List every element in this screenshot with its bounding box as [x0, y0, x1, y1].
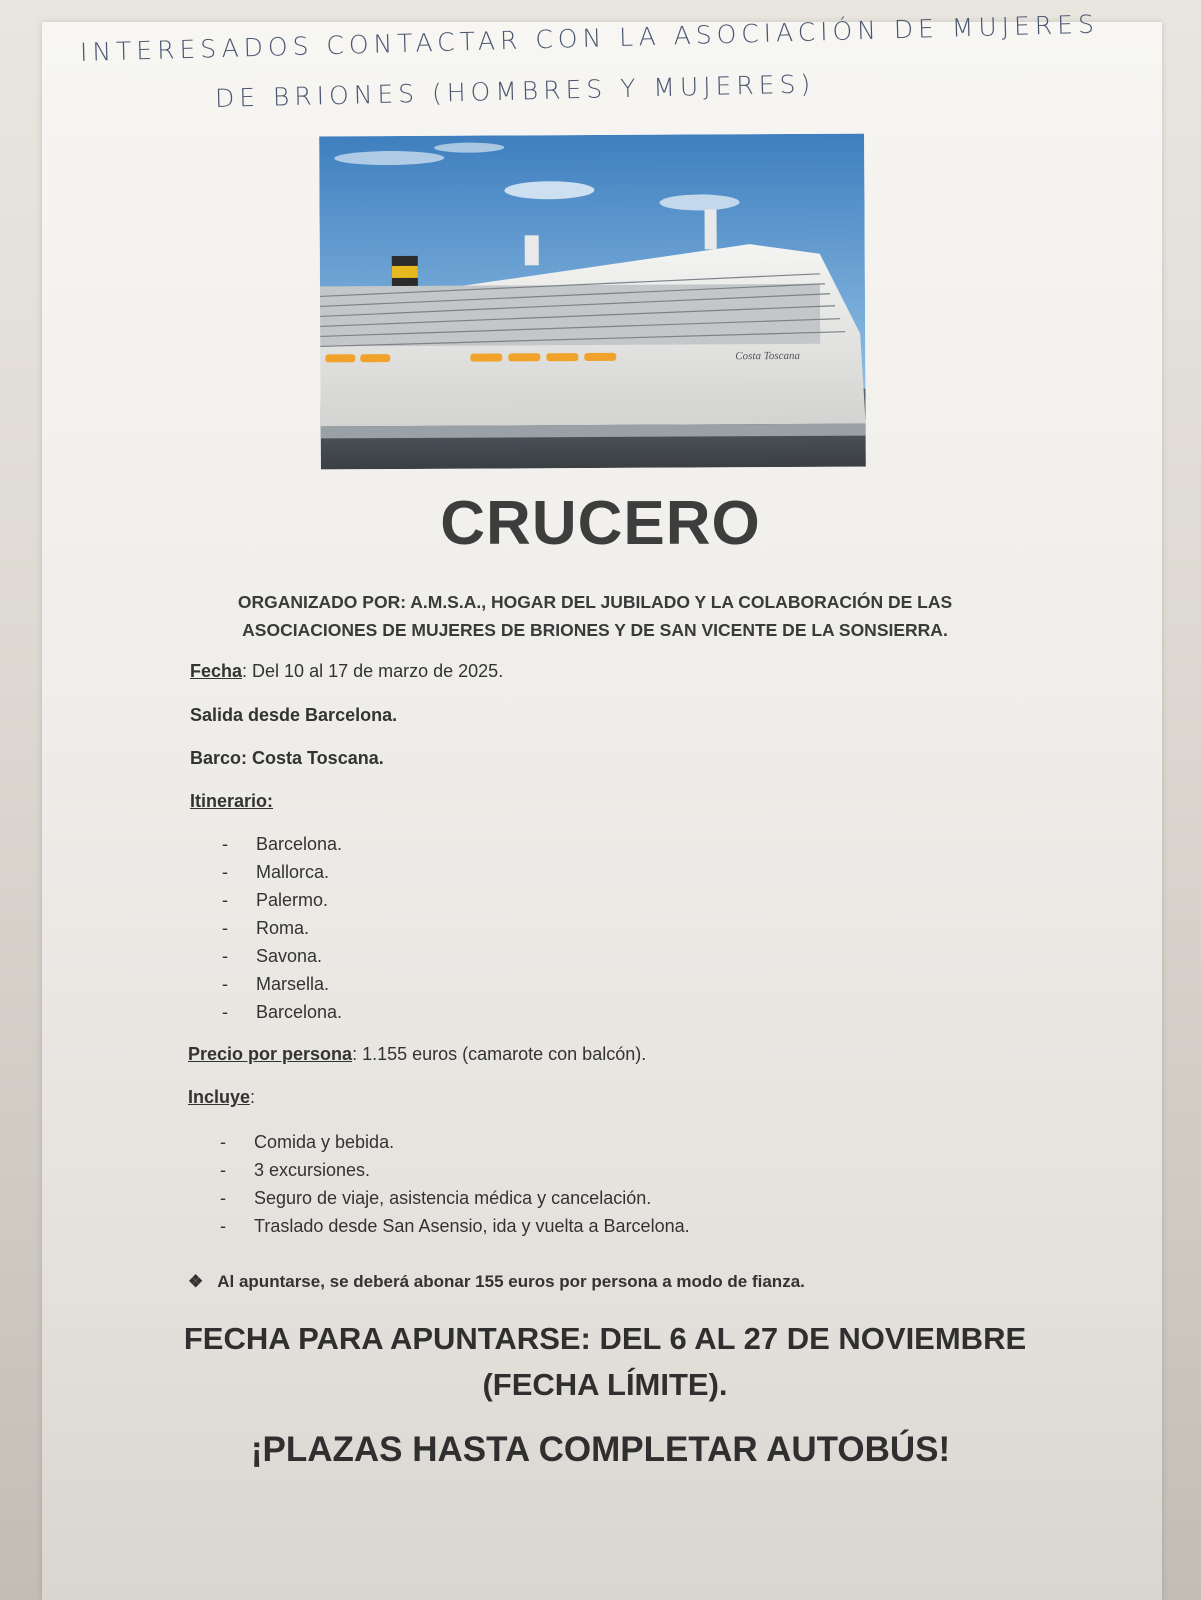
ship-name-label: Costa Toscana — [735, 349, 801, 363]
list-item: - Savona. — [222, 946, 323, 966]
list-item: - Seguro de viaje, asistencia médica y cancelación. — [220, 1188, 652, 1208]
page-title: CRUCERO — [440, 489, 761, 558]
organizers-line-1: ORGANIZADO POR: A.M.S.A., HOGAR DEL JUBILADO Y LA COLABORACIÓN DE LAS — [237, 592, 953, 612]
handwritten-note-line-2: DE BRIONES (HOMBRES Y MUJERES) — [214, 69, 816, 113]
cruise-ship-photo — [319, 134, 866, 470]
list-item: - Comida y bebida. — [220, 1132, 395, 1152]
deposit-note-text: Al apuntarse, se deberá abonar 155 euros por persona a modo de fianza. — [217, 1272, 805, 1291]
deadline-line-1: FECHA PARA APUNTARSE: DEL 6 AL 27 DE NOVIEMBRE — [183, 1321, 1027, 1356]
precio-label: Precio por persona — [188, 1044, 353, 1064]
barco-line: Barco: Costa Toscana. — [190, 748, 384, 768]
itinerary-list — [222, 830, 342, 1026]
organizers-line-2: ASOCIACIONES DE MUJERES DE BRIONES Y DE SAN VICENTE DE LA SONSIERRA. — [242, 620, 948, 640]
diamond-bullet-icon: ❖ — [188, 1272, 204, 1291]
signup-deadline — [140, 1316, 1070, 1408]
precio-line — [188, 1044, 646, 1065]
list-item: - Palermo. — [222, 890, 329, 910]
itinerario-label: Itinerario: — [190, 791, 274, 811]
list-item: - 3 excursiones. — [220, 1160, 371, 1180]
list-item: - Barcelona. — [222, 834, 343, 854]
list-item: - Traslado desde San Asensio, ida y vuelta a Barcelona. — [220, 1216, 690, 1236]
list-item: - Marsella. — [222, 974, 330, 994]
fecha-value: : Del 10 al 17 de marzo de 2025. — [242, 661, 504, 681]
precio-value: : 1.155 euros (camarote con balcón). — [352, 1044, 647, 1064]
organizers — [230, 588, 960, 644]
fecha-label: Fecha — [190, 661, 243, 681]
deadline-line-2: (FECHA LÍMITE). — [482, 1367, 728, 1402]
fecha-line — [190, 661, 503, 682]
places-notice: ¡PLAZAS HASTA COMPLETAR AUTOBÚS! — [250, 1430, 951, 1469]
list-item: - Roma. — [222, 918, 310, 938]
list-item: - Mallorca. — [222, 862, 330, 882]
list-item: - Barcelona. — [222, 1002, 343, 1022]
includes-list — [220, 1128, 690, 1240]
handwritten-note-line-1: INTERESADOS CONTACTAR CON LA ASOCIACIÓN DE MUJERES — [79, 9, 1100, 67]
incluye-line: Incluye: — [188, 1087, 256, 1107]
salida-line: Salida desde Barcelona. — [190, 705, 398, 725]
incluye-label: Incluye — [188, 1087, 251, 1107]
deposit-note — [188, 1272, 805, 1292]
